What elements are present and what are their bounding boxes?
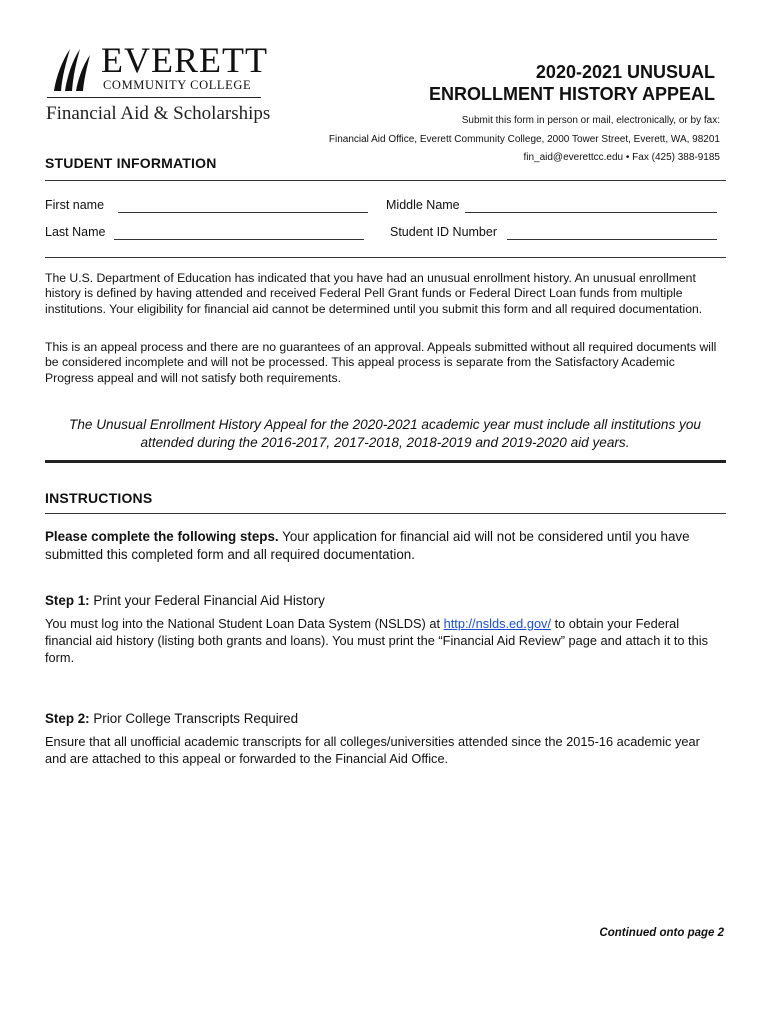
nslds-link[interactable]: http://nslds.ed.gov/	[443, 616, 552, 631]
middle-name-label: Middle Name	[386, 198, 460, 212]
instructions-intro-text: Your application for financial aid will not be considered until you have submitted this completed form and all required documentation.	[45, 529, 690, 562]
step-2-label: Step 2:	[45, 711, 90, 726]
instructions-heading: INSTRUCTIONS	[45, 490, 153, 506]
section-divider	[45, 180, 726, 181]
middle-name-field[interactable]	[465, 212, 717, 213]
explanation-paragraph: The U.S. Department of Education has indicated that you have had an unusual enrollment history. An unusual enrollment history is defined by having attended and received Federal Pell Grant funds or Federal Direct Loan funds from multiple institutions. Your eligibility for financial aid cannot be determined until you submit this form and all required documentation.	[45, 271, 703, 316]
department-name: Financial Aid & Scholarships	[46, 103, 271, 124]
continued-note: Continued onto page 2	[599, 927, 724, 939]
logo-divider	[47, 97, 261, 98]
student-id-field[interactable]	[507, 239, 717, 240]
section-divider	[45, 513, 726, 514]
college-name: EVERETT	[101, 40, 268, 80]
college-subtitle: COMMUNITY COLLEGE	[103, 78, 252, 92]
last-name-label: Last Name	[45, 225, 106, 239]
appeal-disclaimer-paragraph: This is an appeal process and there are no guarantees of an approval. Appeals submitted without all required documents will be considered incomplete and will not be processed. This appeal process is separate from the Satisfactory Academic Progress appeal and will not satisfy both requirements.	[45, 340, 717, 385]
office-contact: fin_aid@everettcc.edu • Fax (425) 388-9185	[523, 152, 720, 163]
thick-divider	[45, 460, 726, 463]
step-2-heading	[45, 711, 298, 726]
step-2-body: Ensure that all unofficial academic transcripts for all colleges/universities attended since the 2015-16 academic year and are attached to this appeal or forwarded to the Financial Aid Office.	[45, 734, 700, 766]
step-1-label: Step 1:	[45, 593, 90, 608]
office-address: Financial Aid Office, Everett Community College, 2000 Tower Street, Everett, WA, 98201	[328, 134, 720, 145]
form-title-line-1: 2020-2021 UNUSUAL	[535, 62, 715, 82]
submission-instructions: Submit this form in person or mail, electronically, or by fax:	[461, 115, 720, 126]
college-logo-icon	[50, 47, 95, 91]
first-name-field[interactable]	[118, 212, 368, 213]
instructions-intro-bold: Please complete the following steps.	[45, 529, 279, 544]
step-1-text-after: to obtain your Federal financial aid history (listing both grants and loans). You must print the “Financial Aid Review” page and attach it to this form.	[45, 616, 708, 665]
aid-years-notice: The Unusual Enrollment History Appeal for the 2020-2021 academic year must include all institutions you attended during the 2016-2017, 2017-2018, 2018-2019 and 2019-2020 aid years.	[69, 417, 701, 450]
student-information-heading: STUDENT INFORMATION	[45, 155, 217, 171]
step-2-title: Prior College Transcripts Required	[89, 711, 299, 726]
first-name-label: First name	[45, 198, 105, 212]
step-1-text-before: You must log into the National Student Loan Data System (NSLDS) at	[45, 616, 444, 631]
step-1-body	[45, 615, 720, 666]
form-title-line-2: ENROLLMENT HISTORY APPEAL	[428, 84, 715, 104]
section-divider	[45, 257, 726, 258]
step-1-title: Print your Federal Financial Aid History	[89, 593, 325, 608]
instructions-intro	[45, 528, 735, 564]
last-name-field[interactable]	[114, 239, 364, 240]
student-id-label: Student ID Number	[390, 225, 497, 239]
step-1-heading	[45, 593, 325, 608]
